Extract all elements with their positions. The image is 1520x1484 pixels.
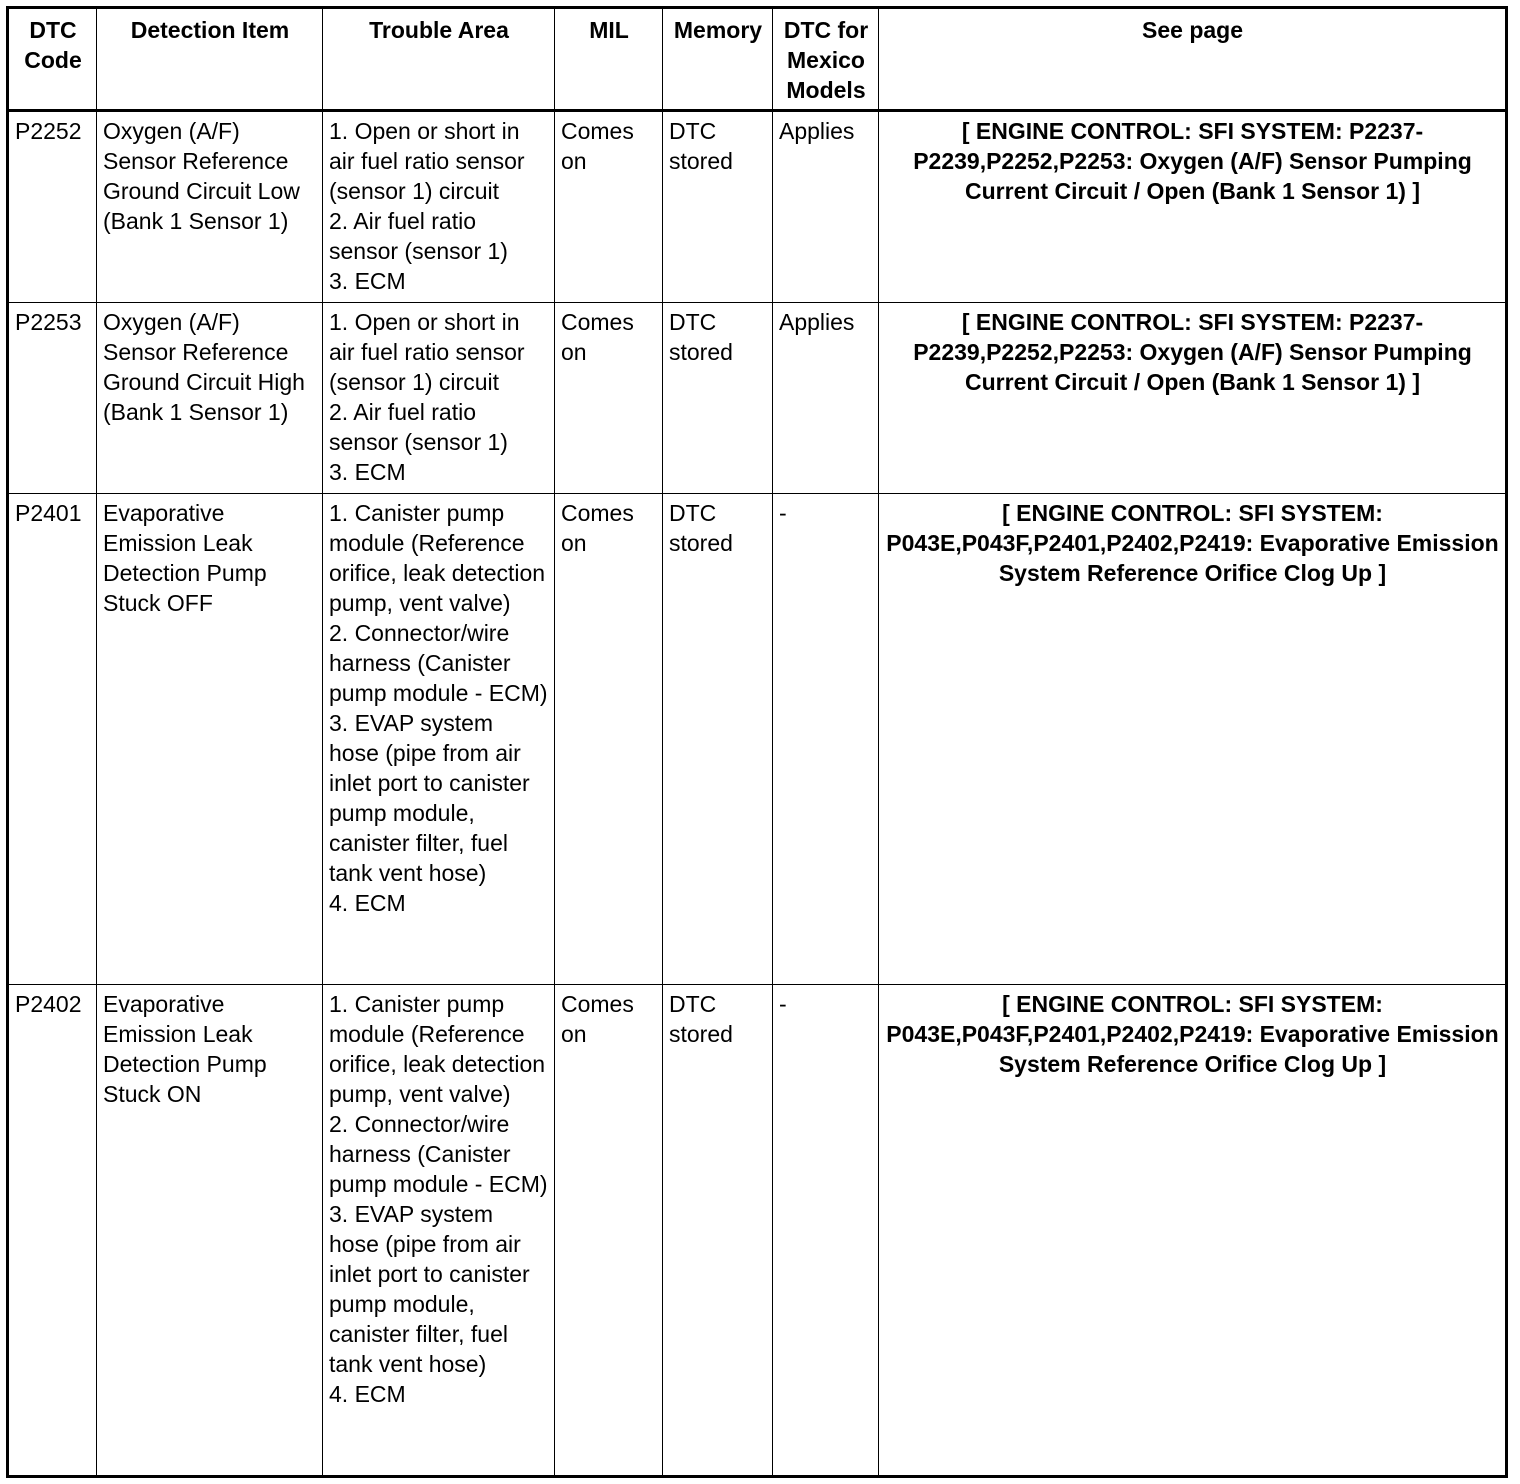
cell-dtc-code: P2253 <box>8 303 97 494</box>
cell-mil: Comes on <box>555 303 663 494</box>
cell-mexico-models: - <box>773 494 879 985</box>
cell-see-page-link[interactable]: [ ENGINE CONTROL: SFI SYSTEM: P043E,P043F,P2401,P2402,P2419: Evaporative Emission System Reference Orifice Clog Up ] <box>879 494 1507 985</box>
cell-mexico-models: Applies <box>773 111 879 303</box>
cell-mil: Comes on <box>555 494 663 985</box>
cell-mexico-models: - <box>773 985 879 1477</box>
header-row <box>8 8 1507 111</box>
cell-memory: DTC stored <box>663 985 773 1477</box>
header-detection-item: Detection Item <box>97 8 323 111</box>
table-row <box>8 985 1507 1477</box>
cell-dtc-code: P2402 <box>8 985 97 1477</box>
cell-see-page-link[interactable]: [ ENGINE CONTROL: SFI SYSTEM: P2237-P2239,P2252,P2253: Oxygen (A/F) Sensor Pumping Current Circuit / Open (Bank 1 Sensor 1) ] <box>879 111 1507 303</box>
cell-memory: DTC stored <box>663 111 773 303</box>
cell-see-page-link[interactable]: [ ENGINE CONTROL: SFI SYSTEM: P043E,P043F,P2401,P2402,P2419: Evaporative Emission System Reference Orifice Clog Up ] <box>879 985 1507 1477</box>
cell-dtc-code: P2401 <box>8 494 97 985</box>
header-mexico-models: DTC for Mexico Models <box>773 8 879 111</box>
cell-dtc-code: P2252 <box>8 111 97 303</box>
dtc-table <box>6 6 1508 1478</box>
cell-see-page-link[interactable]: [ ENGINE CONTROL: SFI SYSTEM: P2237-P2239,P2252,P2253: Oxygen (A/F) Sensor Pumping Current Circuit / Open (Bank 1 Sensor 1) ] <box>879 303 1507 494</box>
cell-memory: DTC stored <box>663 303 773 494</box>
header-see-page: See page <box>879 8 1507 111</box>
cell-detection-item: Evaporative Emission Leak Detection Pump Stuck ON <box>97 985 323 1477</box>
table-row <box>8 111 1507 303</box>
cell-detection-item: Oxygen (A/F) Sensor Reference Ground Circuit High (Bank 1 Sensor 1) <box>97 303 323 494</box>
cell-trouble-area: 1. Open or short in air fuel ratio sensor (sensor 1) circuit 2. Air fuel ratio sensor (sensor 1) 3. ECM <box>323 303 555 494</box>
cell-mil: Comes on <box>555 111 663 303</box>
cell-memory: DTC stored <box>663 494 773 985</box>
header-trouble-area: Trouble Area <box>323 8 555 111</box>
cell-trouble-area: 1. Open or short in air fuel ratio sensor (sensor 1) circuit 2. Air fuel ratio sensor (sensor 1) 3. ECM <box>323 111 555 303</box>
cell-detection-item: Evaporative Emission Leak Detection Pump Stuck OFF <box>97 494 323 985</box>
table-row <box>8 303 1507 494</box>
header-memory: Memory <box>663 8 773 111</box>
cell-detection-item: Oxygen (A/F) Sensor Reference Ground Circuit Low (Bank 1 Sensor 1) <box>97 111 323 303</box>
cell-mexico-models: Applies <box>773 303 879 494</box>
table-row <box>8 494 1507 985</box>
header-mil: MIL <box>555 8 663 111</box>
header-dtc-code: DTC Code <box>8 8 97 111</box>
cell-trouble-area: 1. Canister pump module (Reference orifice, leak detection pump, vent valve) 2. Connector/wire harness (Canister pump module - ECM) 3. EVAP system hose (pipe from air inlet port to canister pump module, canister filter, fuel tank vent hose) 4. ECM <box>323 494 555 985</box>
cell-trouble-area: 1. Canister pump module (Reference orifice, leak detection pump, vent valve) 2. Connector/wire harness (Canister pump module - ECM) 3. EVAP system hose (pipe from air inlet port to canister pump module, canister filter, fuel tank vent hose) 4. ECM <box>323 985 555 1477</box>
cell-mil: Comes on <box>555 985 663 1477</box>
